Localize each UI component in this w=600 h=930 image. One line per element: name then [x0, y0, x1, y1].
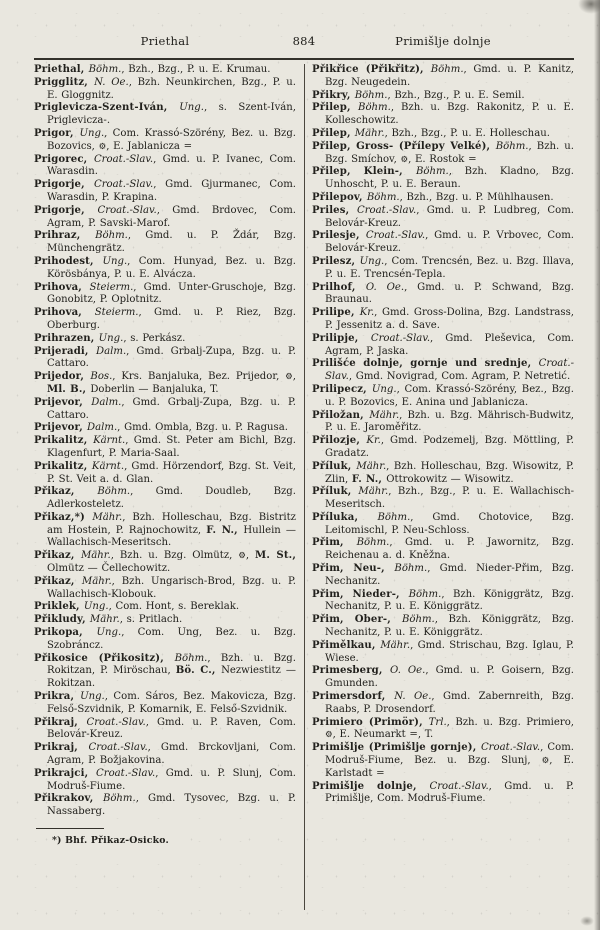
- entry-headword: Prigorje,: [34, 204, 98, 216]
- entry-text: , Bzh. Königgrätz, Bzg. Nechanitz, P. u. E. Königgrätz.: [325, 614, 574, 639]
- entry-region-abbrev: Böhm.: [377, 511, 411, 523]
- gazetteer-entry: [34, 435, 296, 461]
- entry-region-abbrev: Böhm.: [408, 588, 442, 600]
- gazetteer-entry: [34, 128, 296, 154]
- entry-text: , Gmd. u. P. Ludbreg, Com. Belovár-Kreuz.: [325, 204, 574, 229]
- entry-region-abbrev: Ung.: [83, 601, 109, 613]
- entry-headword: Přikosice (Přikositz),: [34, 652, 175, 664]
- gazetteer-entry: [312, 90, 574, 103]
- gazetteer-entry: [312, 717, 574, 743]
- gazetteer-entry: [34, 742, 296, 768]
- entry-headword: Přikaz,: [34, 486, 98, 498]
- entry-text: ,: [292, 371, 297, 383]
- entry-text: , Gmd. Podzemelj, Bzg. Möttling, P. Gradatz.: [325, 435, 575, 459]
- entry-region-abbrev: Mähr.: [89, 614, 120, 626]
- entry-region-abbrev: Croat.-Slav.: [88, 742, 148, 754]
- gazetteer-entry: [34, 346, 296, 372]
- entry-region-abbrev: Ung.: [371, 383, 397, 395]
- entry-headword: Prilesz,: [312, 255, 360, 267]
- entry-text: , Gmd. u. P. Goisern, Bzg. Gmunden.: [325, 665, 575, 690]
- entry-headword: Příluk,: [312, 486, 359, 498]
- entry-region-abbrev: Steierm.: [89, 281, 134, 293]
- gazetteer-entry: [34, 768, 296, 794]
- entry-text: , Com. Modruš-Fiume, Bez. u. Bzg. Slunj,: [325, 742, 575, 767]
- header-left-title: Priethal: [140, 34, 190, 48]
- entry-headword: Prijeradi,: [34, 345, 97, 357]
- gazetteer-entry: [312, 64, 574, 90]
- entry-headword: Příluka,: [312, 511, 378, 523]
- entry-text: , E. Jablanicza =: [106, 140, 193, 152]
- entry-headword: Přim, Ober-,: [312, 614, 402, 626]
- entry-text: , s. Szent-Iván, Priglevicza-.: [47, 102, 296, 127]
- entry-text: , Bzh. Kladno, Bzg. Unhoscht, P. u. E. Beraun.: [325, 166, 575, 191]
- entry-region-abbrev: Dalm.: [87, 422, 118, 434]
- entry-text: , Bzh., Bzg., P. u. E. Holleschau.: [384, 127, 550, 139]
- gazetteer-entry: [34, 461, 296, 487]
- entry-headword: Prijedor,: [34, 371, 91, 383]
- entry-region-abbrev: Mähr.: [80, 550, 111, 562]
- gazetteer-entry: [312, 333, 574, 359]
- entry-headword: Přim,: [312, 537, 357, 549]
- scan-corner-smudge: [578, 0, 600, 14]
- entry-text: , Gmd. Grbalj-Zupa, Bzg. u. P. Cattaro.: [47, 345, 296, 370]
- header-right-title: Primišlje dolnje: [395, 34, 491, 48]
- entry-region-abbrev: Böhm.: [174, 652, 208, 664]
- gazetteer-entry: [34, 422, 296, 435]
- entry-text: , Com. Krassó-Szörény, Bez., Bzg. u. P. Bozovics, E. Anina und Jablanicza.: [325, 383, 574, 408]
- entry-text: ,: [245, 550, 256, 562]
- gazetteer-entry: [34, 179, 296, 205]
- entry-headword: Prihova,: [34, 281, 90, 293]
- gazetteer-entry: [34, 307, 296, 333]
- page-number: 884: [292, 34, 316, 48]
- gazetteer-entry: [34, 102, 296, 128]
- entry-text: , Bzh. Neunkirchen, Bzg., P. u. E. Gloggnitz.: [47, 76, 296, 101]
- entry-text: , Bzh. u. Bzg. Mährisch-Budwitz, P. u. E. Jaroměřitz.: [325, 409, 574, 434]
- entry-region-abbrev: Ung.: [79, 127, 105, 139]
- entry-headword: Přilep, Gross- (Přílepy Velké),: [312, 140, 496, 152]
- entry-headword: Přilep, Klein-,: [312, 166, 416, 178]
- entry-text: , Gmd. Doudleb, Bzg. Adlerkosteletz.: [47, 486, 296, 511]
- entry-text: , Gmd. Tysovec, Bzg. u. P. Nassaberg.: [47, 793, 296, 818]
- gazetteer-entry: [34, 653, 296, 691]
- gazetteer-entry: [34, 717, 296, 743]
- entry-region-abbrev: Steierm.: [94, 307, 139, 319]
- gazetteer-entry: [34, 550, 296, 576]
- entry-text: , Gmd. u. P. Riez, Bzg. Oberburg.: [47, 307, 296, 331]
- entry-text: , Bzh., Bzg., P. u. E. Krumau.: [121, 64, 271, 75]
- gazetteer-entry: [312, 102, 574, 128]
- gazetteer-entry: [312, 307, 574, 333]
- gazetteer-entry: [34, 601, 296, 614]
- gazetteer-entry: [34, 256, 296, 282]
- entry-region-abbrev: Böhm.: [95, 230, 128, 242]
- entry-text: , Gmd. Novigrad, Com. Agram, P. Netretić.: [348, 371, 571, 383]
- entry-region-abbrev: Croat.-Slav.: [480, 742, 541, 754]
- entry-region-abbrev: Mähr.: [354, 127, 385, 139]
- entry-headword: Prijevor,: [34, 422, 88, 434]
- entry-headword: Priglevicza-Szent-Iván,: [34, 102, 180, 114]
- entry-region-abbrev: Böhm.: [354, 89, 388, 101]
- entry-region-abbrev: Croat.-Slav.: [86, 716, 146, 728]
- entry-headword: Přilep,: [312, 127, 355, 139]
- entry-region-abbrev: Ung.: [102, 255, 128, 267]
- entry-headword: Prikrajci,: [34, 767, 97, 779]
- entry-region-abbrev: Kärnt.: [93, 435, 126, 447]
- gazetteer-entry: [34, 77, 296, 103]
- entry-text: , Gmd. Nieder-Přim, Bzg. Nechanitz.: [325, 563, 574, 587]
- entry-headword: Primesberg,: [312, 665, 391, 677]
- entry-text: Olmütz — Čellechowitz.: [47, 563, 171, 575]
- column-divider-rule: [304, 64, 305, 910]
- entry-region-abbrev: Dalm.: [91, 396, 122, 408]
- entry-region-abbrev: Croat.-Slav.: [96, 767, 156, 779]
- gazetteer-entry: [312, 563, 574, 589]
- entry-headword: Prilesje,: [312, 230, 366, 242]
- gazetteer-entry: [34, 576, 296, 602]
- entry-text: , Bzh. u. Bzg. Primiero,: [446, 716, 574, 728]
- entry-text: , Gmd. Gjurmanec, Com. Warasdin, P. Krapina.: [47, 179, 296, 203]
- entry-region-abbrev: Bos.: [90, 371, 113, 383]
- entry-headword: Prijevor,: [34, 396, 92, 408]
- entry-region-abbrev: Croat.-Slav.: [370, 332, 431, 344]
- entry-headword: Prikra,: [34, 691, 81, 703]
- gazetteer-entry: [312, 410, 574, 436]
- entry-headword: Prigorec,: [34, 153, 94, 165]
- entry-text: , E. Neumarkt =, T.: [332, 729, 434, 741]
- entry-headword: Prikalitz,: [34, 435, 94, 447]
- entry-region-abbrev: Mähr.: [356, 460, 387, 472]
- gazetteer-entry: [34, 154, 296, 180]
- entry-region-abbrev: Ung.: [98, 332, 124, 344]
- gazetteer-entry: [312, 781, 574, 807]
- entry-headword: Přikaz,: [34, 550, 81, 562]
- gazetteer-entry: [34, 64, 296, 77]
- gazetteer-entry: [312, 589, 574, 615]
- gazetteer-entry: [312, 205, 574, 231]
- entry-text: , Gmd. Grbalj-Zupa, Bzg. u. P. Cattaro.: [47, 396, 296, 421]
- entry-text: , Gmd. u. P. Raven, Com. Belovár-Kreuz.: [47, 716, 296, 741]
- gazetteer-entry: [312, 128, 574, 141]
- entry-headword: Přikaz,*): [34, 511, 93, 523]
- entry-region-abbrev: Kärnt.: [91, 460, 125, 472]
- entry-headword: Přikaz,: [34, 575, 82, 587]
- entry-text: Nezwiestitz — Rokitzan.: [47, 665, 296, 690]
- entry-region-abbrev: Böhm.: [88, 64, 122, 75]
- entry-headword: M. St.,: [255, 550, 296, 562]
- entry-text: , Com. Hunyad, Bez. u. Bzg. Körösbánya, P. u. E. Alvácza.: [47, 255, 296, 280]
- entry-region-abbrev: O. Oe.: [390, 665, 426, 677]
- entry-text: , Gmd. Pleševica, Com. Agram, P. Jaska.: [325, 332, 574, 357]
- entry-headword: Prihrazen,: [34, 332, 99, 344]
- entry-text: , Gmd. Brckovljani, Com. Agram, P. Božjakovina.: [47, 742, 297, 767]
- entry-headword: Přikrakov,: [34, 793, 103, 805]
- entry-region-abbrev: Böhm.: [394, 563, 428, 575]
- entry-text: , Com. Sáros, Bez. Makovicza, Bzg. Felső-Szvidnik, P. Komarnik, E. Felső-Szvidnik.: [47, 691, 296, 715]
- railway-symbol-icon: ⚙: [541, 756, 550, 767]
- entry-headword: Přilep,: [312, 102, 359, 114]
- entry-text: , Com. Krassó-Szörény, Bez. u. Bzg. Bozovics,: [47, 127, 296, 152]
- entry-text: , Gmd. Zabernreith, Bzg. Raabs, P. Drosendorf.: [325, 691, 574, 715]
- entry-region-abbrev: Böhm.: [401, 614, 435, 626]
- gazetteer-entry: [312, 192, 574, 205]
- entry-region-abbrev: Trl.: [428, 716, 447, 728]
- text-block: [34, 64, 574, 910]
- gazetteer-entry: [312, 614, 574, 640]
- gazetteer-entry: [312, 230, 574, 256]
- gazetteer-entry: [34, 793, 296, 819]
- entry-region-abbrev: Croat.-Slav.: [97, 204, 157, 216]
- entry-region-abbrev: Böhm.: [366, 191, 400, 203]
- entry-text: , Gmd. u. P. Kanitz, Bzg. Neugedein.: [325, 64, 574, 88]
- entry-text: , Gmd. u. P. Vrbovec, Com. Belovár-Kreuz.: [325, 230, 574, 255]
- entry-text: , Krs. Banjaluka, Bez. Prijedor,: [112, 371, 286, 383]
- entry-headword: Přilepov,: [312, 191, 367, 203]
- entry-region-abbrev: O. Oe.: [365, 281, 405, 293]
- entry-text: , Com. Trencsén, Bez. u. Bzg. Illava, P. u. E. Trencsén-Tepla.: [325, 255, 574, 280]
- entry-headword: Primišlje dolnje,: [312, 780, 430, 792]
- gazetteer-entry: [312, 742, 574, 780]
- railway-symbol-icon: ⚙: [285, 372, 293, 383]
- entry-text: , E. Rostok =: [408, 153, 477, 165]
- gazetteer-entry: [34, 371, 296, 397]
- entry-region-abbrev: Böhm.: [358, 102, 391, 114]
- entry-headword: Prihodest,: [34, 255, 103, 267]
- entry-text: , Gmd. u. P. Jawornitz, Bzg. Reichenau a. d. Kněžna.: [325, 537, 574, 562]
- gazetteer-entry: [34, 397, 296, 423]
- gazetteer-entry: [34, 486, 296, 512]
- entry-headword: Primersdorf,: [312, 691, 395, 703]
- entry-text: , Bzh. u. Bzg. Rakonitz, P. u. E. Kolleschowitz.: [325, 102, 574, 127]
- entry-region-abbrev: Kr.: [359, 307, 375, 319]
- entry-text: , Gmd. u. P. Schwand, Bzg. Braunau.: [325, 281, 574, 306]
- right-column: [312, 64, 574, 910]
- entry-region-abbrev: Dalm.: [96, 345, 127, 357]
- entry-region-abbrev: Croat.-Slav.: [357, 204, 417, 216]
- entry-headword: Přim, Neu-,: [312, 563, 395, 575]
- entry-text: Hullein — Wallachisch-Meseritsch.: [47, 524, 296, 549]
- gazetteer-entry: [34, 333, 296, 346]
- gazetteer-entry: [34, 205, 296, 231]
- entry-text: , Gmd. u. P. Primišlje, Com. Modruš-Fiume.: [325, 780, 574, 805]
- entry-region-abbrev: Böhm.: [102, 793, 136, 805]
- entry-headword: Prigglitz,: [34, 76, 95, 88]
- entry-region-abbrev: Mähr.: [380, 639, 411, 651]
- entry-text: , Bzh. Holleschau, Bzg. Wisowitz, P. Zlin,: [325, 460, 574, 485]
- gazetteer-entry: [34, 691, 296, 717]
- entry-region-abbrev: Böhm.: [97, 486, 131, 498]
- left-column: [34, 64, 296, 910]
- entry-headword: Přilozje,: [312, 435, 367, 447]
- entry-text: , Gmd. Ombla, Bzg. u. P. Ragusa.: [117, 422, 288, 434]
- entry-headword: Přikraj,: [34, 716, 87, 728]
- entry-region-abbrev: Böhm.: [430, 64, 464, 75]
- entry-region-abbrev: N. Oe.: [94, 76, 129, 88]
- entry-text: , Bzh. u. Bzg. Rokitzan, P. Miröschau,: [47, 652, 296, 677]
- entry-region-abbrev: Kr.: [366, 435, 381, 447]
- entry-text: , Bzh., Bzg. u. P. Mühlhausen.: [399, 191, 554, 203]
- gazetteer-entry: [312, 358, 574, 384]
- entry-text: , Gmd. Hörzendorf, Bzg. St. Veit, P. St. Veit a. d. Glan.: [47, 460, 296, 485]
- entry-headword: Prilipe,: [312, 307, 360, 319]
- page-header: [34, 34, 574, 60]
- entry-headword: Přikry,: [312, 89, 355, 101]
- entry-headword: Bö. C.,: [175, 665, 222, 677]
- entry-text: , Com. Ung, Bez. u. Bzg. Szobráncz.: [47, 627, 296, 651]
- entry-text: , Gmd. u. P. Ždár, Bzg. Münchengrätz.: [47, 230, 296, 255]
- gazetteer-entry: [34, 614, 296, 627]
- gazetteer-entry: [34, 512, 296, 550]
- entry-headword: Příluk,: [312, 460, 357, 472]
- entry-text: , s. Perkász.: [123, 332, 186, 344]
- entry-region-abbrev: Croat.-Slav.: [429, 780, 489, 792]
- entry-text: , s. Pritlach.: [119, 614, 183, 626]
- entry-text: , Gmd. Brdovec, Com. Agram, P. Savski-Marof.: [47, 204, 296, 229]
- entry-headword: Přiložan,: [312, 409, 370, 421]
- entry-region-abbrev: Mähr.: [81, 575, 112, 587]
- gazetteer-entry: [34, 282, 296, 308]
- entry-headword: F. N.,: [206, 524, 244, 536]
- entry-region-abbrev: Mähr.: [92, 511, 123, 523]
- entry-region-abbrev: Ung.: [80, 691, 105, 703]
- entry-text: , Gmd. Gross-Dolina, Bzg. Landstrass, P. Jessenitz a. d. Save.: [325, 307, 574, 331]
- entry-text: , Com. Hont, s. Bereklak.: [108, 601, 240, 613]
- scan-corner-smudge: [580, 916, 594, 926]
- entry-text: Ottrokowitz — Wisowitz.: [386, 473, 514, 485]
- footnote: [34, 828, 296, 846]
- entry-region-abbrev: Mähr.: [358, 486, 389, 498]
- gazetteer-entry: [312, 256, 574, 282]
- entry-text: , Bzh. u. Bzg. Smíchov,: [325, 140, 575, 165]
- gazetteer-entry: [312, 640, 574, 666]
- entry-region-abbrev: Böhm.: [356, 537, 390, 549]
- entry-text: , Bzh. u. Bzg. Olmütz,: [110, 550, 239, 562]
- gazetteer-entry: [34, 627, 296, 653]
- entry-text: , Gmd. Chotovice, Bzg. Leitomischl, P. Neu-Schloss.: [325, 511, 575, 536]
- gazetteer-entry: [312, 282, 574, 308]
- entry-region-abbrev: Ung.: [96, 627, 122, 639]
- entry-headword: Prihraz,: [34, 230, 96, 242]
- entry-text: , Gmd. u. P. Ivanec, Com. Warasdin.: [47, 153, 296, 178]
- entry-headword: Prilišće dolnje, gornje und srednje,: [312, 358, 539, 370]
- entry-region-abbrev: Croat.-Slav.: [325, 358, 574, 383]
- entry-headword: Priles,: [312, 204, 357, 216]
- railway-symbol-icon: ⚙: [238, 551, 246, 562]
- gazetteer-entry: [312, 141, 574, 167]
- entry-text: , Gmd. u. P. Slunj, Com. Modruš-Fiume.: [47, 767, 297, 792]
- entry-region-abbrev: Croat.-Slav.: [93, 153, 154, 165]
- entry-region-abbrev: Ung.: [179, 102, 204, 114]
- entry-headword: Prigorje,: [34, 179, 94, 191]
- entry-headword: Prikraj,: [34, 742, 89, 754]
- entry-region-abbrev: Ung.: [359, 255, 385, 267]
- entry-text: , Bzh. Ungarisch-Brod, Bzg. u. P. Wallachisch-Klobouk.: [47, 575, 296, 600]
- gazetteer-entry: [34, 230, 296, 256]
- gazetteer-entry: [312, 691, 574, 717]
- entry-headword: Priethal,: [34, 64, 89, 75]
- entry-headword: Ml. B.,: [47, 383, 91, 395]
- entry-text: , Bzh. Königgrätz, Bzg. Nechanitz, P. u. E. Königgrätz.: [325, 588, 574, 613]
- entry-headword: Prilipje,: [312, 332, 371, 344]
- entry-headword: Prilhof,: [312, 281, 366, 293]
- entry-headword: Prihova,: [34, 307, 95, 319]
- entry-text: , Gmd. Strischau, Bzg. Iglau, P. Wiese.: [325, 639, 574, 664]
- footnote-separator-rule: [36, 828, 104, 829]
- entry-headword: Přikřice (Přikřitz),: [312, 64, 431, 75]
- footnote-text: *) Bhf. Přikaz-Osicko.: [52, 835, 169, 847]
- entry-text: , Gmd. Unter-Gruschoje, Bzg. Gonobitz, P. Oplotnitz.: [47, 281, 296, 306]
- entry-region-abbrev: Böhm.: [415, 166, 449, 178]
- entry-headword: Prilipecz,: [312, 383, 372, 395]
- entry-text: , E. Karlstadt =: [325, 755, 574, 779]
- entry-headword: Přim, Nieder-,: [312, 588, 409, 600]
- gazetteer-entry: [312, 435, 574, 461]
- gazetteer-entry: [312, 461, 574, 487]
- gazetteer-entry: [312, 486, 574, 512]
- gazetteer-entry: [312, 537, 574, 563]
- entry-region-abbrev: Croat.-Slav.: [365, 230, 426, 242]
- entry-text: , Bzh., Bzg., P. u. E. Wallachisch-Meseritsch.: [325, 486, 574, 511]
- entry-text: , Bzh., Bzg., P. u. E. Semil.: [387, 89, 525, 101]
- railway-symbol-icon: ⚙: [325, 730, 333, 741]
- entry-headword: Přimělkau,: [312, 639, 381, 651]
- entry-headword: Priklek,: [34, 601, 84, 613]
- entry-region-abbrev: N. Oe.: [394, 691, 432, 703]
- entry-headword: Prigor,: [34, 127, 80, 139]
- railway-symbol-icon: ⚙: [98, 141, 107, 152]
- entry-region-abbrev: Croat.-Slav.: [94, 179, 154, 191]
- entry-region-abbrev: Mähr.: [369, 409, 400, 421]
- entry-headword: F. N.,: [351, 473, 387, 485]
- entry-headword: Primiero (Primör),: [312, 716, 429, 728]
- scan-edge-shadow: [594, 0, 600, 930]
- entry-text: , Bzh. Holleschau, Bzg. Bistritz am Hostein, P. Rajnochowitz,: [47, 511, 296, 536]
- entry-headword: Primišlje (Primišlje gornje),: [312, 742, 481, 754]
- entry-text: Doberlin — Banjaluka, T.: [90, 383, 219, 395]
- gazetteer-entry: [312, 166, 574, 192]
- gazetteer-entry: [312, 665, 574, 691]
- railway-symbol-icon: ⚙: [400, 154, 409, 165]
- entry-region-abbrev: Böhm.: [495, 140, 529, 152]
- entry-text: , Gmd. St. Peter am Bichl, Bzg. Klagenfurt, P. Maria-Saal.: [47, 435, 296, 459]
- entry-headword: Prikalitz,: [34, 460, 92, 472]
- gazetteer-entry: [312, 384, 574, 410]
- entry-headword: Přikludy,: [34, 614, 90, 626]
- entry-headword: Prikopa,: [34, 627, 97, 639]
- gazetteer-entry: [312, 512, 574, 538]
